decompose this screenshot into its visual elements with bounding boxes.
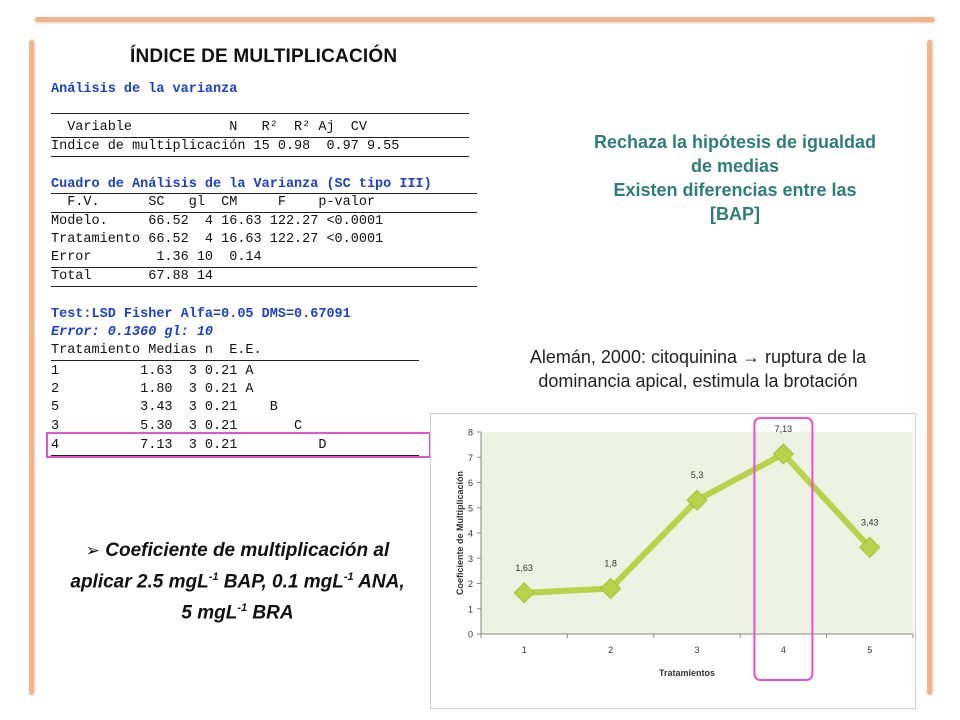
y-axis-title: Coeficiente de Multiplicación	[455, 470, 465, 596]
page-title: ÍNDICE DE MULTIPLICACIÓN	[130, 46, 398, 67]
conclusion-text	[560, 130, 910, 226]
coef-text: BRA	[247, 602, 294, 624]
lsd-row: 4 7.13 3 0.21 D	[51, 438, 327, 453]
coef-text: 5 mgL	[181, 602, 238, 624]
coef-text: ANA,	[353, 571, 405, 593]
cuadro-heading: Cuadro de Análisis de la Varianza (SC tipo III)	[51, 177, 432, 192]
lsd-row: 1 1.63 3 0.21 A	[51, 364, 254, 379]
x-axis-title: Tratamientos	[658, 668, 716, 678]
table-rule	[51, 212, 477, 213]
x-tick-label: 4	[780, 645, 786, 655]
data-label: 7,13	[774, 423, 793, 434]
coef-sup: -1	[343, 571, 354, 583]
aleman-line1	[478, 345, 918, 369]
cuadro-row: Modelo. 66.52 4 16.63 122.27 <0.0001	[51, 214, 384, 229]
cuadro-row: Error 1.36 10 0.14	[51, 250, 262, 265]
bullet-arrow-icon: ➢	[85, 541, 100, 560]
anova-header: Variable N R² R² Aj CV	[51, 120, 367, 135]
y-tick-label: 3	[467, 553, 473, 564]
y-tick-label: 5	[467, 503, 473, 514]
table-rule	[51, 113, 469, 114]
coef-line3	[40, 595, 435, 626]
y-tick-label: 2	[467, 579, 473, 589]
aleman-text: Alemán, 2000: citoquinina	[529, 347, 743, 367]
y-tick-label: 4	[467, 528, 473, 539]
x-tick-label: 5	[867, 645, 873, 655]
top-border-bar	[35, 17, 935, 22]
anova-heading: Análisis de la varianza	[51, 82, 238, 97]
x-tick-label: 3	[694, 645, 700, 655]
table-rule	[51, 286, 477, 287]
cuadro-row: Tratamiento 66.52 4 16.63 122.27 <0.0001	[51, 232, 384, 247]
conclusion-line: Existen diferencias entre las	[613, 180, 857, 200]
conclusion-line: de medias	[690, 156, 780, 176]
highlight-box-row4	[46, 432, 431, 458]
coef-text: BAP, 0.1 mgL	[218, 571, 344, 593]
table-rule	[51, 267, 477, 268]
lsd-heading: Test:LSD Fisher Alfa=0.05 DMS=0.67091	[51, 307, 351, 322]
lsd-row: 2 1.80 3 0.21 A	[51, 382, 254, 397]
aleman-text: ruptura de la	[760, 347, 867, 367]
cuadro-row: Total 67.88 14	[51, 269, 214, 284]
aleman-line2: dominancia apical, estimula la brotación	[538, 371, 858, 391]
data-label: 5,3	[690, 470, 704, 481]
x-tick-label: 2	[608, 645, 614, 655]
coef-sup: -1	[237, 602, 248, 615]
aleman-citation	[478, 345, 918, 393]
right-arrow-icon: →	[742, 347, 761, 367]
table-rule	[51, 156, 469, 157]
table-rule	[51, 360, 419, 361]
data-label: 1,8	[604, 558, 617, 569]
lsd-row: 5 3.43 3 0.21 B	[51, 400, 278, 415]
anova-row: Indice de multiplicación 15 0.98 0.97 9.55	[51, 139, 400, 154]
conclusion-line: Rechaza la hipótesis de igualdad	[593, 132, 877, 152]
y-tick-label: 0	[467, 629, 473, 640]
data-label: 3,43	[861, 517, 879, 528]
coef-sup: -1	[208, 571, 219, 583]
y-tick-label: 1	[467, 604, 473, 615]
right-border-bar	[927, 40, 932, 695]
left-border-bar	[29, 40, 34, 695]
table-rule	[51, 137, 469, 138]
coef-bullet-text	[40, 537, 435, 627]
data-label: 1,63	[515, 562, 533, 573]
coef-text: Coeficiente de multiplicación al	[105, 540, 390, 561]
x-tick-label: 1	[521, 645, 527, 655]
lsd-row: 3 5.30 3 0.21 C	[51, 419, 303, 434]
chart-container	[430, 413, 916, 709]
conclusion-line: [BAP]	[710, 204, 760, 224]
plot-area	[481, 432, 913, 634]
line-chart	[431, 414, 915, 708]
y-tick-label: 8	[467, 427, 473, 438]
coef-line1	[40, 537, 435, 564]
y-tick-label: 6	[467, 478, 473, 488]
y-tick-label: 7	[467, 452, 473, 463]
coef-line2	[40, 564, 435, 595]
table-rule	[51, 193, 477, 194]
coef-text: aplicar 2.5 mgL	[70, 571, 209, 593]
lsd-error: Error: 0.1360 gl: 10	[51, 325, 214, 340]
lsd-header: Tratamiento Medias n E.E.	[51, 343, 262, 358]
cuadro-header: F.V. SC gl CM F p-valor	[51, 195, 376, 210]
